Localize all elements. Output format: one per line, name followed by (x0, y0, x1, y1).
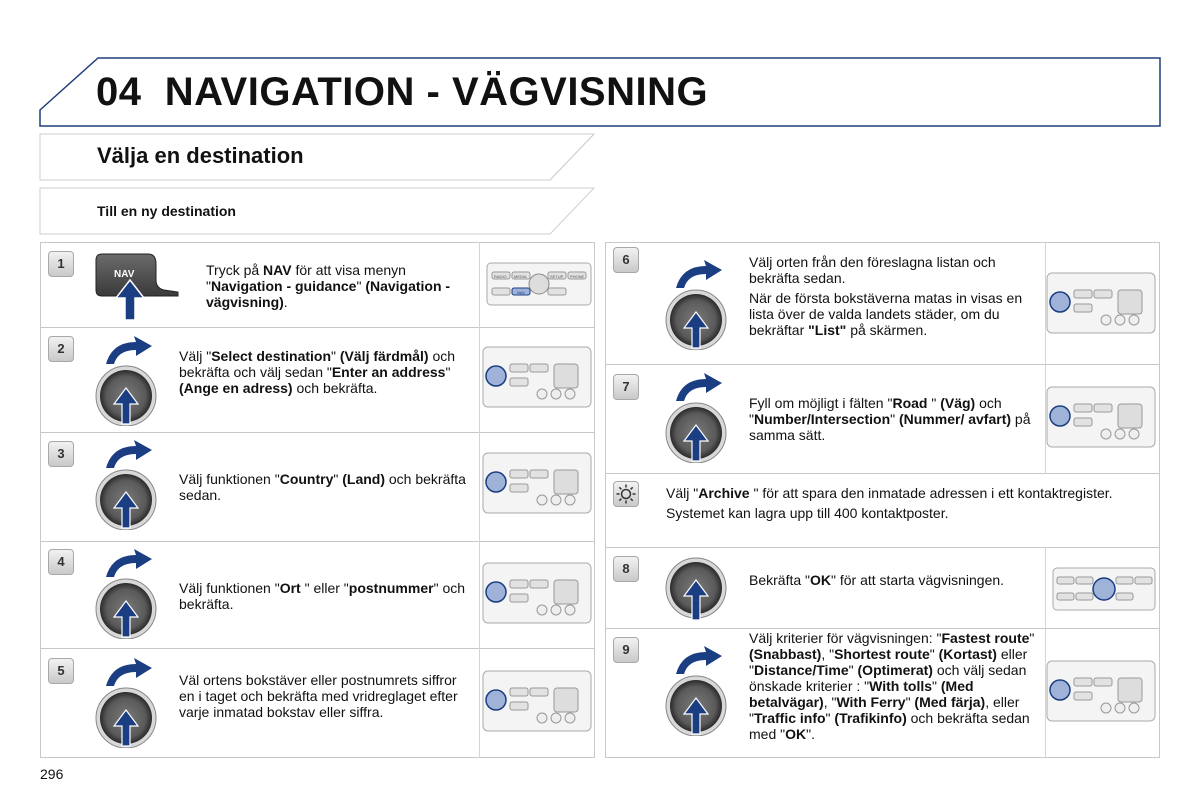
control-panel-thumbnail-step-1 (486, 262, 592, 306)
step-6-text (749, 254, 1041, 342)
step-text-run: , " (821, 646, 835, 662)
step-text-bold-run: Road (892, 395, 928, 411)
step-text-bold-run: Traffic info (753, 710, 826, 726)
step-1-badge: 1 (48, 251, 74, 277)
step-text-bold-run: Navigation - guidance (210, 278, 357, 294)
tip-badge (613, 481, 639, 507)
step-text-run: Välj orten från den föreslagna listan och bekräfta sedan. (749, 254, 996, 286)
chapter-title-text: NAVIGATION - VÄGVISNING (164, 70, 709, 114)
rotary-knob-step-3 (94, 438, 166, 530)
panel-nav-label: NAV (517, 290, 525, 295)
lightbulb-icon (614, 482, 638, 506)
step-text-bold-run: (Ange en adress) (179, 380, 293, 396)
step-paragraph (749, 290, 1041, 338)
step-7-text (749, 395, 1041, 443)
step-6-badge: 6 (613, 247, 639, 273)
control-panel-thumbnail-step-7 (1046, 386, 1156, 448)
step-3-badge: 3 (48, 441, 74, 467)
step-text-run: och bekräfta sedan. (179, 471, 466, 503)
step-text-run: eller " (749, 646, 1028, 678)
subsection-title: Till en ny destination (97, 203, 236, 219)
step-text-run: för att visa menyn " (206, 262, 406, 294)
step-text-bold-run: Archive (698, 485, 750, 501)
step-4-text (179, 580, 473, 612)
step-text-bold-run: (Väg) (940, 395, 976, 411)
step-text-bold-run: Ort (279, 580, 301, 596)
step-text-run: " (333, 471, 343, 487)
panel-media-label: MEDIA (514, 274, 527, 279)
right-column-divider-bottom (1045, 547, 1046, 758)
step-text-bold-run: Country (279, 471, 334, 487)
control-panel-thumbnail-step-6 (1046, 272, 1156, 334)
step-4-badge: 4 (48, 549, 74, 575)
rotary-knob-step-9 (664, 644, 736, 736)
step-text-run: Välj " (666, 485, 699, 501)
step-text-bold-run: (Trafikinfo) (834, 710, 907, 726)
step-text-run: . (283, 294, 288, 310)
step-7-badge: 7 (613, 374, 639, 400)
step-text-run: " (356, 278, 366, 294)
step-text-run: på samma sätt. (749, 411, 1031, 443)
step-text-bold-run: OK (810, 572, 831, 588)
step-text-run: Fyll om möjligt i fälten " (749, 395, 893, 411)
step-text-bold-run: (Snabbast) (749, 646, 822, 662)
step-text-run: Bekräfta " (749, 572, 810, 588)
step-text-bold-run: With Ferry (836, 694, 906, 710)
control-panel-thumbnail-step-4 (482, 562, 592, 624)
step-text-run: och bekräfta. (292, 380, 378, 396)
step-text-bold-run: Shortest route (834, 646, 930, 662)
step-text-bold-run: OK (785, 726, 807, 742)
rotary-knob-step-6 (664, 258, 736, 350)
step-text-bold-run: (Välj färdmål) (339, 348, 429, 364)
step-text-run: Väl ortens bokstäver eller postnumrets siffror en i taget och bekräfta med vridreglaget efter varje inmatad bokstav eller siffra. (179, 672, 458, 720)
panel-phone-label: PHONE (570, 274, 585, 279)
step-text-run: och välj sedan önskade kriterier : " (749, 662, 1027, 694)
step-text-run: " (445, 364, 451, 380)
step-text-bold-run: (Nummer/ avfart) (898, 411, 1012, 427)
step-text-run: " (825, 710, 835, 726)
step-2-badge: 2 (48, 336, 74, 362)
step-paragraph (666, 485, 1154, 501)
step-text-run: " (1029, 630, 1035, 646)
step-paragraph (749, 254, 1041, 286)
left-column-divider (479, 242, 480, 758)
step-text-run: " (905, 694, 915, 710)
step-text-run: " (890, 411, 899, 427)
step-8-badge: 8 (613, 556, 639, 582)
step-text-run: Tryck på (206, 262, 264, 278)
control-panel-thumbnail-step-9 (1046, 660, 1156, 722)
nav-key-illustration (92, 250, 182, 322)
section-title: Välja en destination (97, 143, 304, 168)
step-text-run: " (929, 646, 939, 662)
step-text-run: och bekräfta sedan med " (749, 710, 1030, 742)
step-text-run: , " (823, 694, 837, 710)
step-text-run: på skärmen. (846, 322, 928, 338)
step-text-bold-run: NAV (263, 262, 292, 278)
tip-text (666, 485, 1154, 525)
step-2-text (179, 348, 473, 396)
step-text-run: Välj " (179, 348, 212, 364)
step-text-run: " (927, 395, 941, 411)
rotary-knob-step-7 (664, 371, 736, 463)
step-text-bold-run: With tolls (869, 678, 933, 694)
rotary-knob-step-5 (94, 656, 166, 748)
step-text-run: " (331, 348, 340, 364)
step-text-bold-run: (Med färja) (914, 694, 986, 710)
step-text-bold-run: (Land) (342, 471, 385, 487)
step-text-bold-run: (Optimerat) (857, 662, 933, 678)
step-text-bold-run: (Kortast) (938, 646, 997, 662)
step-text-bold-run: (Med betalvägar) (749, 678, 974, 710)
step-text-run: , eller " (749, 694, 1020, 726)
step-text-run: " för att spara den inmatade adressen i ett kontaktregister. (749, 485, 1113, 501)
step-paragraph (666, 505, 1154, 521)
control-panel-thumbnail-step-2 (482, 346, 592, 408)
step-text-bold-run: Distance/Time (753, 662, 849, 678)
step-text-bold-run: postnummer (348, 580, 434, 596)
chapter-number: 04 (96, 70, 142, 114)
step-5-text (179, 672, 473, 720)
rotary-knob-step-2 (94, 334, 166, 426)
step-text-bold-run: (Navigation - vägvisning) (206, 278, 451, 310)
step-text-run: Systemet kan lagra upp till 400 kontaktposter. (666, 505, 949, 521)
step-text-run: " (932, 678, 941, 694)
panel-radio-label: RADIO (494, 274, 507, 279)
step-text-run: " (848, 662, 858, 678)
step-text-run: Välj kriterier för vägvisningen: " (749, 630, 942, 646)
panel-setup-label: SETUP (550, 274, 564, 279)
step-3-text (179, 471, 473, 503)
control-panel-thumbnail-step-5 (482, 670, 592, 732)
rotary-knob-step-4 (94, 547, 166, 639)
step-text-run: När de första bokstäverna matas in visas en lista över de valda landets städer, om du bekräftar (749, 290, 1023, 338)
control-panel-thumbnail-step-8 (1052, 567, 1156, 611)
step-text-run: och bekräfta och välj sedan " (179, 348, 456, 380)
step-text-bold-run: Number/Intersection (753, 411, 891, 427)
nav-key-label: NAV (114, 269, 135, 280)
chapter-title (96, 70, 708, 115)
step-8-text (749, 572, 1041, 588)
step-9-text (749, 630, 1041, 742)
step-text-run: ". (806, 726, 815, 742)
step-text-run: Välj funktionen " (179, 580, 280, 596)
step-5-badge: 5 (48, 658, 74, 684)
step-text-bold-run: Enter an address (331, 364, 446, 380)
rotary-knob-step-8 (664, 556, 736, 622)
step-9-badge: 9 (613, 637, 639, 663)
step-text-run: " eller " (300, 580, 349, 596)
step-text-bold-run: Fastest route (941, 630, 1030, 646)
control-panel-thumbnail-step-3 (482, 452, 592, 514)
page-number: 296 (40, 766, 64, 782)
step-text-run: och " (749, 395, 1002, 427)
step-text-run: " för att starta vägvisningen. (831, 572, 1005, 588)
step-text-bold-run: "List" (808, 322, 847, 338)
step-1-text (206, 262, 466, 310)
step-text-bold-run: Select destination (211, 348, 332, 364)
step-text-run: " och bekräfta. (179, 580, 466, 612)
step-text-run: Välj funktionen " (179, 471, 280, 487)
